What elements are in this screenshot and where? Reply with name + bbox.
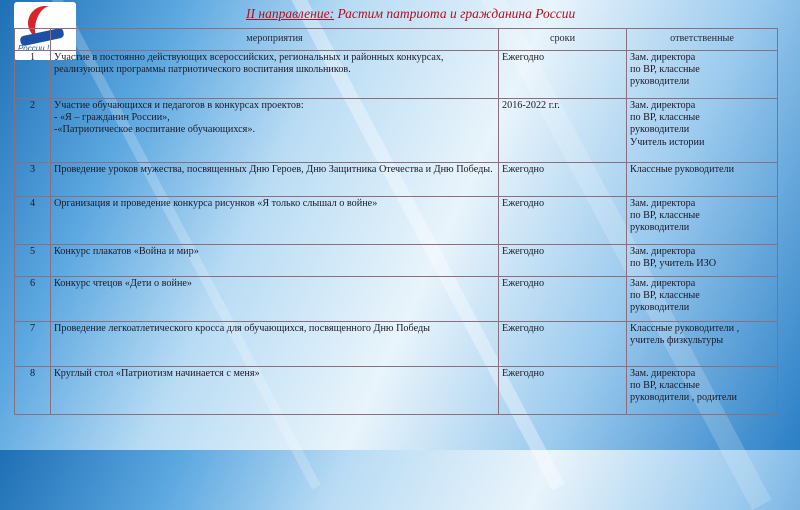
row-event: Конкурс плакатов «Война и мир»: [51, 245, 499, 277]
table-row: [15, 245, 778, 277]
table-row: [15, 163, 778, 197]
table-row: [15, 197, 778, 245]
row-responsible: Зам. директора по ВР, классные руководители: [627, 51, 778, 99]
table-row: [15, 99, 778, 163]
row-number: 6: [15, 277, 51, 322]
row-term: Ежегодно: [499, 367, 627, 415]
row-event: Организация и проведение конкурса рисунков «Я только слышал о войне»: [51, 197, 499, 245]
row-event: Проведение уроков мужества, посвященных Дню Героев, Дню Защитника Отечества и Дню Победы.: [51, 163, 499, 197]
page-title: [246, 6, 575, 22]
row-event: Участие обучающихся и педагогов в конкурсах проектов: - «Я – гражданин России», -«Патриотическое воспитание обучающихся».: [51, 99, 499, 163]
table-row: [15, 367, 778, 415]
table-row: [15, 51, 778, 99]
row-responsible: Зам. директора по ВР, классные руководители: [627, 197, 778, 245]
table-row: [15, 322, 778, 367]
row-term: Ежегодно: [499, 163, 627, 197]
row-number: 7: [15, 322, 51, 367]
title-prefix: II направление:: [246, 6, 335, 21]
row-term: Ежегодно: [499, 245, 627, 277]
row-event: Круглый стол «Патриотизм начинается с меня»: [51, 367, 499, 415]
header-responsible: ответственные: [627, 29, 778, 51]
row-responsible: Зам. директора по ВР, классные руководители Учитель истории: [627, 99, 778, 163]
row-term: Ежегодно: [499, 197, 627, 245]
logo-text: России !: [18, 44, 50, 53]
row-responsible: Классные руководители , учитель физкультуры: [627, 322, 778, 367]
row-term: Ежегодно: [499, 322, 627, 367]
row-number: 3: [15, 163, 51, 197]
header-num: [15, 29, 51, 51]
row-number: 8: [15, 367, 51, 415]
row-number: 4: [15, 197, 51, 245]
row-number: 2: [15, 99, 51, 163]
row-number: 5: [15, 245, 51, 277]
table-row: [15, 277, 778, 322]
header-events: мероприятия: [51, 29, 499, 51]
row-event: Проведение легкоатлетического кросса для обучающихся, посвященного Дню Победы: [51, 322, 499, 367]
row-term: 2016-2022 г.г.: [499, 99, 627, 163]
header-terms: сроки: [499, 29, 627, 51]
row-event: Участие в постоянно действующих всероссийских, региональных и районных конкурсах, реализующих программы патриотического воспитания школьников.: [51, 51, 499, 99]
row-term: Ежегодно: [499, 277, 627, 322]
row-number: 1: [15, 51, 51, 99]
row-responsible: Классные руководители: [627, 163, 778, 197]
title-text: Растим патриота и гражданина России: [334, 6, 576, 21]
events-table: [14, 28, 778, 415]
table-header-row: [15, 29, 778, 51]
row-term: Ежегодно: [499, 51, 627, 99]
row-event: Конкурс чтецов «Дети о войне»: [51, 277, 499, 322]
row-responsible: Зам. директора по ВР, классные руководители , родители: [627, 367, 778, 415]
row-responsible: Зам. директора по ВР, учитель ИЗО: [627, 245, 778, 277]
row-responsible: Зам. директора по ВР, классные руководители: [627, 277, 778, 322]
